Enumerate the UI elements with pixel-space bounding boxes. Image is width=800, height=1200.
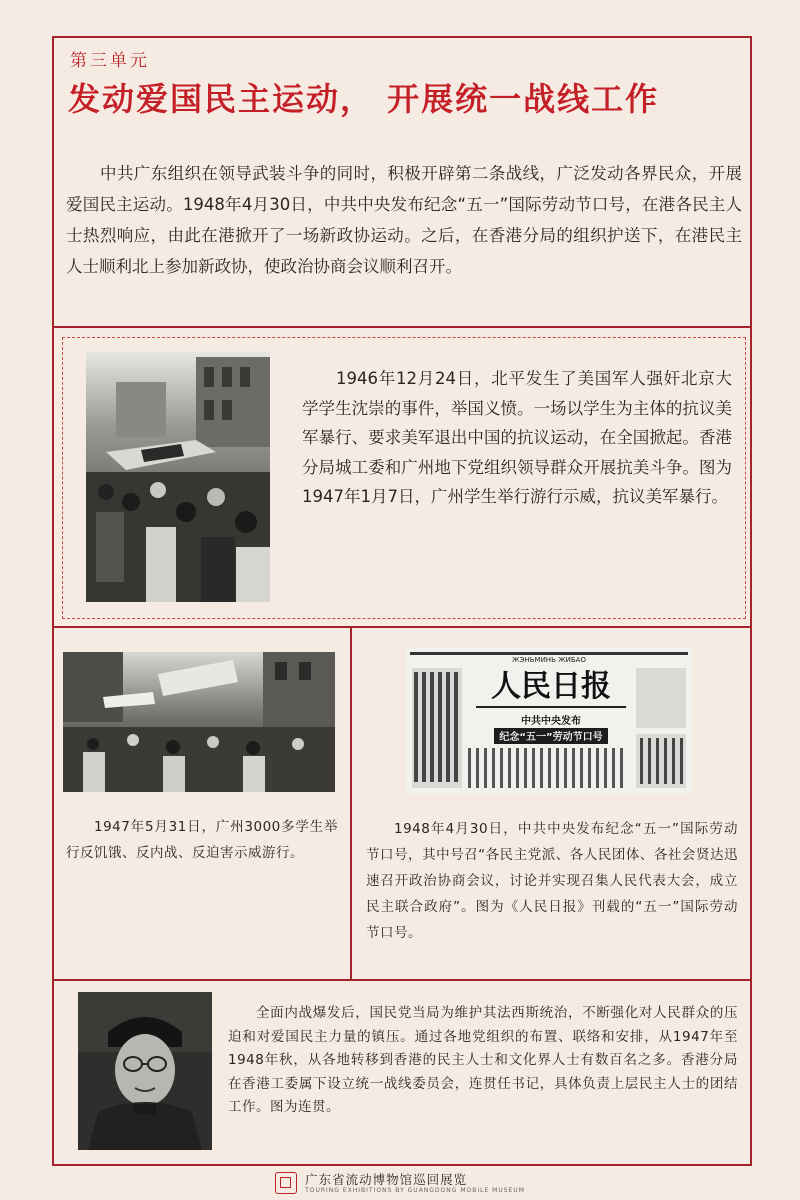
footer-org-en: TOURING EXHIBITIONS BY GUANGDONG MOBILE MUSEUM <box>305 1186 525 1194</box>
protest-photo <box>86 352 270 602</box>
newspaper-photo <box>406 648 692 794</box>
newspaper-caption: 1948年4月30日，中共中央发布纪念“五一”国际劳动节口号，其中号召“各民主党派、各人民团体、各社会贤达迅速召开政治协商会议，讨论并实现召集人民代表大会，成立民主联合政府”。图为《人民日报》刊载的“五一”国际劳动节口号。 <box>366 821 738 941</box>
footer-text <box>305 1172 525 1195</box>
divider-vertical <box>350 627 352 980</box>
unit-label: 第三单元 <box>70 51 150 71</box>
page-title: 发动爱国民主运动， 开展统一战线工作 <box>68 80 660 118</box>
divider-intro <box>52 326 752 328</box>
divider-united-front <box>52 979 752 981</box>
footer-org-cn: 广东省流动博物馆巡回展览 <box>305 1171 468 1187</box>
newspaper-masthead: 人民日报 <box>491 669 611 704</box>
divider-protest <box>52 626 752 628</box>
intro-paragraph: 中共广东组织在领导武装斗争的同时，积极开辟第二条战线，广泛发动各界民众，开展爱国民主运动。1948年4月30日，中共中央发布纪念“五一”国际劳动节口号，在港各民主人士热烈响应，由此在港掀开了一场新政协运动。之后，在香港分局的组织护送下，在港民主人士顺利北上参加新政协，使政治协商会议顺利召开。 <box>66 164 742 276</box>
footer <box>0 1166 800 1200</box>
newspaper-headline-2: 纪念“五一”劳动节口号 <box>499 732 603 743</box>
march-caption: 1947年5月31日，广州3000多学生举行反饥饿、反内战、反迫害示威游行。 <box>66 819 338 861</box>
portrait-photo <box>78 992 212 1150</box>
museum-logo-icon <box>275 1172 297 1194</box>
united-front-paragraph: 全面内战爆发后，国民党当局为维护其法西斯统治，不断强化对人民群众的压迫和对爱国民主力量的镇压。通过各地党组织的布置、联络和安排，从1947年至1948年秋，从各地转移到香港的民主人士和文化界人士有数百名之多。香港分局在香港工委属下设立统一战线委员会，连贯任书记，具体负责上层民主人士的团结工作。图为连贯。 <box>228 1005 738 1115</box>
newspaper-masthead-latin: ЖЭНЬМИНЬ ЖИБАО <box>512 656 586 664</box>
newspaper-headline-1: 中共中央发布 <box>521 716 581 727</box>
protest-paragraph: 1946年12月24日，北平发生了美国军人强奸北京大学学生沈崇的事件，举国义愤。一场以学生为主体的抗议美军暴行、要求美军退出中国的抗议运动，在全国掀起。香港分局城工委和广州地下党组织领导群众开展抗美斗争。图为1947年1月7日，广州学生举行游行示威，抗议美军暴行。 <box>302 369 732 506</box>
march-photo <box>63 652 335 792</box>
